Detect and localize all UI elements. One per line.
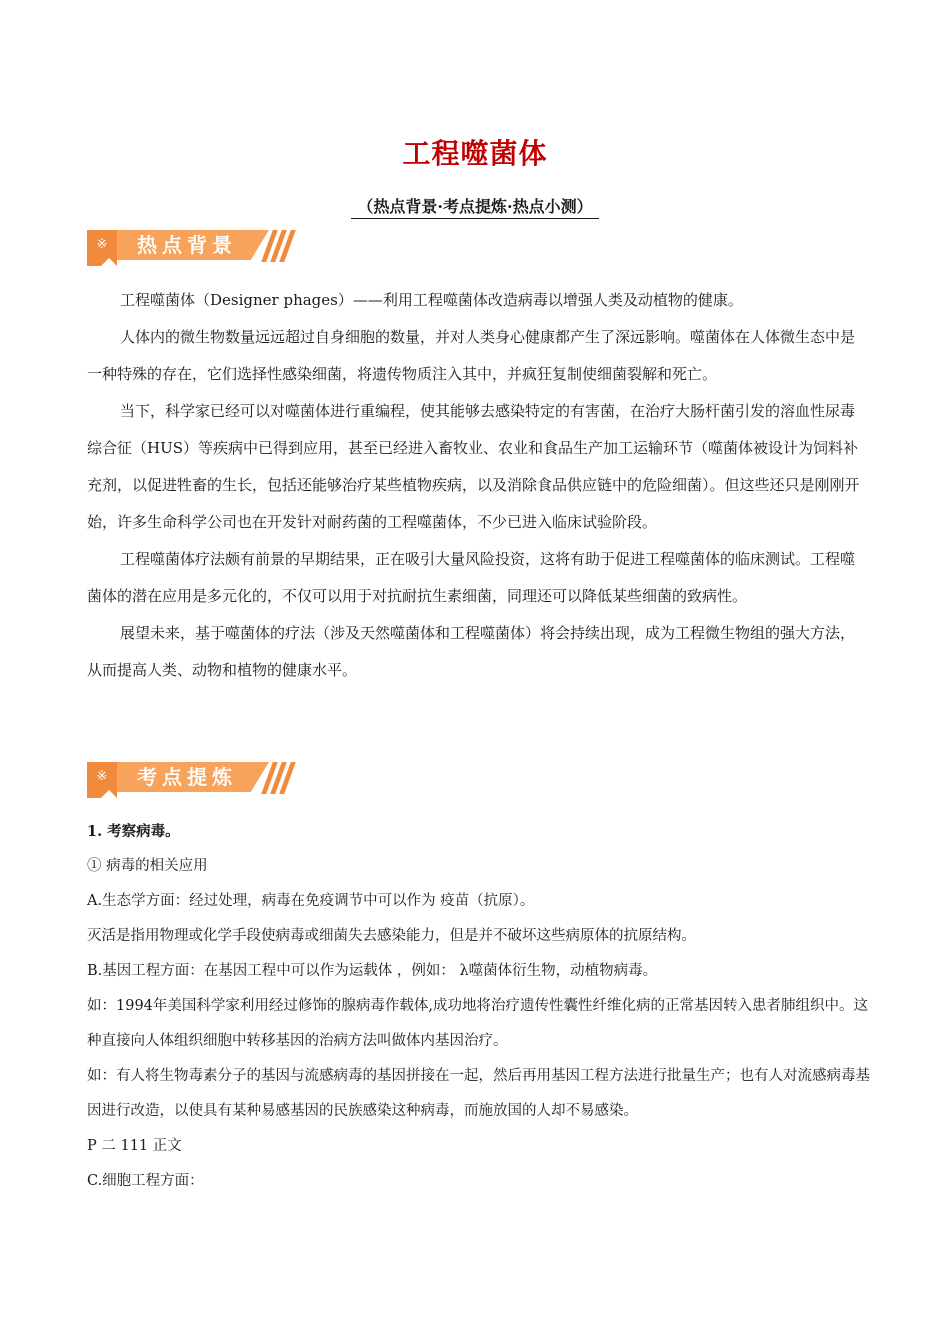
- paragraph: 人体内的微生物数量远远超过自身细胞的数量，并对人类身心健康都产生了深远影响。噬菌体在人体微生态中是一种特殊的存在，它们选择性感染细菌，将遗传物质注入其中，并疯狂复制使细菌裂解和死亡。: [87, 328, 856, 383]
- point-a: A.生态学方面：经过处理，病毒在免疫调节中可以作为 疫苗（抗原）。: [87, 893, 535, 909]
- paragraph: 展望未来，基于噬菌体的疗法（涉及天然噬菌体和工程噬菌体）将会持续出现，成为工程微生物组的强大方法，从而提高人类、动物和植物的健康水平。: [87, 624, 856, 679]
- page-reference: P 二 111 正文: [87, 1138, 182, 1154]
- points-subheading: ① 病毒的相关应用: [87, 858, 208, 874]
- page-subtitle: [0, 194, 950, 217]
- paragraph: 工程噬菌体（Designer phages）——利用工程噬菌体改造病毒以增强人类及动植物的健康。: [120, 291, 743, 309]
- section-banner-points: [87, 762, 297, 802]
- points-heading: 1. 考察病毒。: [87, 823, 180, 840]
- banner-notch: [101, 258, 117, 266]
- background-text: [87, 282, 863, 689]
- point-c: C.细胞工程方面：: [87, 1173, 204, 1189]
- banner-mark-icon: ※: [87, 762, 117, 798]
- section-banner-background: [87, 230, 297, 270]
- section-label: 考点提炼: [137, 765, 237, 789]
- banner-mark-icon: ※: [87, 230, 117, 266]
- paragraph: 工程噬菌体疗法颇有前景的早期结果，正在吸引大量风险投资，这将有助于促进工程噬菌体的临床测试。工程噬菌体的潜在应用是多元化的，不仅可以用于对抗耐抗生素细菌，同理还可以降低某些细菌的致病性。: [87, 550, 856, 605]
- points-text: [87, 814, 877, 1199]
- point-a-note: 灭活是指用物理或化学手段使病毒或细菌失去感染能力，但是并不破坏这些病原体的抗原结构。: [87, 928, 696, 944]
- section-label: 热点背景: [137, 233, 237, 257]
- page-title: 工程噬菌体: [402, 137, 548, 170]
- point-b-example: 如：1994年美国科学家利用经过修饰的腺病毒作载体,成功地将治疗遗传性囊性纤维化病的正常基因转入患者肺组织中。这种直接向人体组织细胞中转移基因的治病方法叫做体内基因治疗。: [87, 998, 869, 1049]
- banner-notch: [101, 790, 117, 798]
- point-b: B.基因工程方面：在基因工程中可以作为运载体 ，例如： λ噬菌体衍生物，动植物病毒。: [87, 963, 658, 979]
- paragraph: 当下，科学家已经可以对噬菌体进行重编程，使其能够去感染特定的有害菌，在治疗大肠杆菌引发的溶血性尿毒综合征（HUS）等疾病中已得到应用，甚至已经进入畜牧业、农业和食品生产加工运输环节（噬菌体被设计为饲料补充剂，以促进牲畜的生长，包括还能够治疗某些植物疾病，以及消除食品供应链中的危险细菌）。但这些还只是刚刚开始，许多生命科学公司也在开发针对耐药菌的工程噬菌体，不少已进入临床试验阶段。: [87, 402, 860, 531]
- point-b-example: 如：有人将生物毒素分子的基因与流感病毒的基因拼接在一起，然后再用基因工程方法进行批量生产；也有人对流感病毒基因进行改造，以使具有某种易感基因的民族感染这种病毒，而施放国的人却不易感染。: [87, 1068, 870, 1119]
- subtitle-text: （热点背景·考点提炼·热点小测）: [351, 197, 598, 219]
